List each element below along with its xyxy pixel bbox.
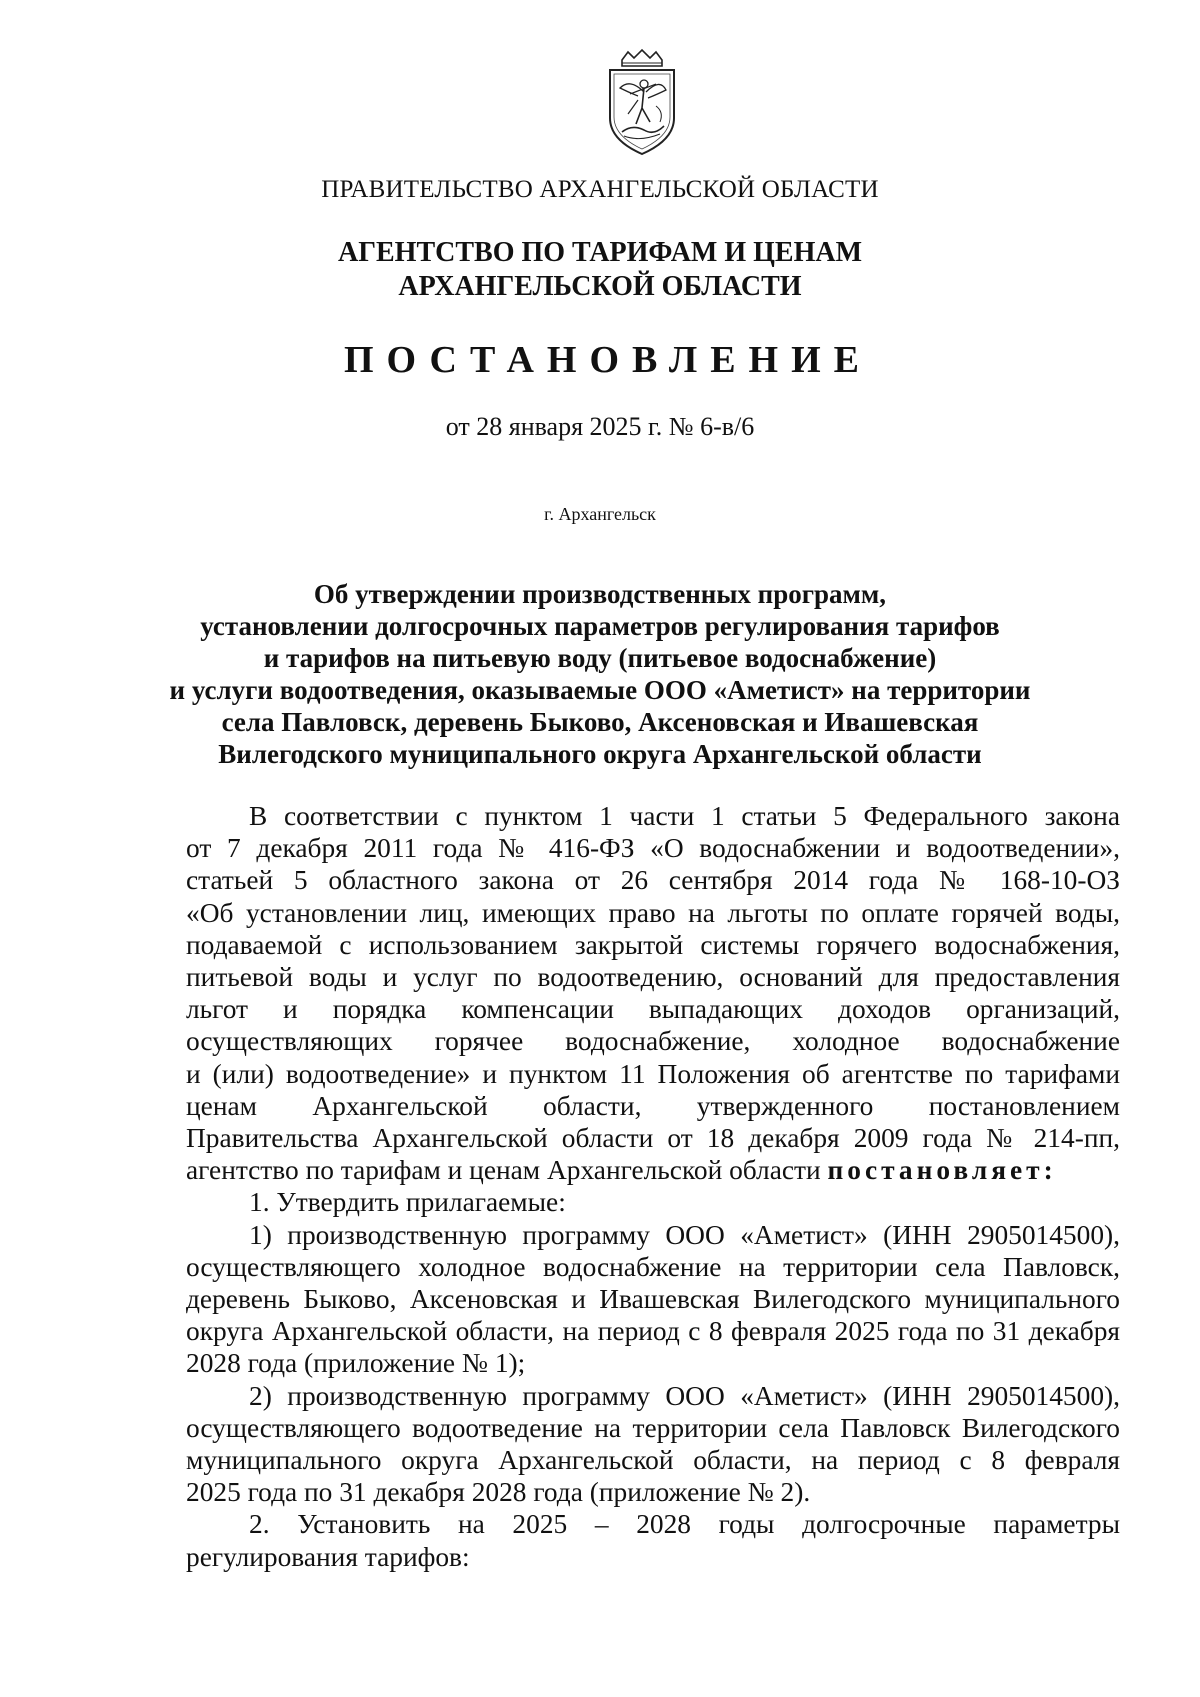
document-date-number: от 28 января 2025 г. № 6-в/6 [445, 412, 755, 441]
preamble-line: и (или) водоотведение» и пунктом 11 Положения об агентстве по тарифами [186, 1058, 1120, 1089]
preamble-line: осуществляющих горячее водоснабжение, холодное водоснабжение [186, 1026, 1120, 1057]
preamble-last-text: агентство по тарифам и ценам Архангельской области [186, 1155, 821, 1186]
government-name: ПРАВИТЕЛЬСТВО АРХАНГЕЛЬСКОЙ ОБЛАСТИ [321, 176, 879, 203]
subject-line: и тарифов на питьевую воду (питьевое водоснабжение) [263, 643, 937, 673]
preamble-line: статьей 5 областного закона от 26 сентября 2014 года № 168-10-ОЗ [186, 865, 1120, 896]
preamble-last-line [186, 1154, 1120, 1186]
preamble-line: Правительства Архангельской области от 18 декабря 2009 года № 214-пп, [186, 1123, 1120, 1154]
item-1-2-line: 2) производственную программу ООО «Аметист» (ИНН 2905014500), [249, 1380, 1120, 1411]
preamble-line: льгот и порядка компенсации выпадающих доходов организаций, [186, 994, 1120, 1025]
subject-line: села Павловск, деревень Быково, Аксеновская и Ивашевская [221, 707, 979, 737]
subject-line: Об утверждении производственных программ, [313, 579, 887, 609]
document-type: ПОСТАНОВЛЕНИЕ [343, 339, 873, 381]
coat-of-arms-icon [600, 48, 684, 158]
preamble-line: подаваемой с использованием закрытой системы горячего водоснабжения, [186, 929, 1120, 960]
item-1-title: 1. Утвердить прилагаемые: [249, 1187, 566, 1218]
item-1-1-line: деревень Быково, Аксеновская и Ивашевская Вилегодского муниципального [186, 1284, 1120, 1315]
decrees-word: постановляет: [827, 1155, 1057, 1186]
item-2-line: 2. Установить на 2025 – 2028 годы долгосрочные параметры [249, 1509, 1120, 1540]
preamble-line: от 7 декабря 2011 года № 416-ФЗ «О водоснабжении и водоотведении», [186, 833, 1120, 864]
item-1-2-line: муниципального округа Архангельской области, на период с 8 февраля [186, 1445, 1120, 1476]
document-subject [0, 578, 1200, 770]
item-1-1-line: округа Архангельской области, на период с 8 февраля 2025 года по 31 декабря [186, 1316, 1120, 1347]
document-city: г. Архангельск [544, 504, 656, 524]
item-1-2-line: осуществляющего водоотведение на территории села Павловск Вилегодского [186, 1412, 1120, 1443]
item-1-2-last-line: 2025 года по 31 декабря 2028 года (приложение № 2). [186, 1477, 811, 1508]
item-1-1-last-line: 2028 года (приложение № 1); [186, 1348, 526, 1379]
preamble-line: питьевой воды и услуг по водоотведению, оснований для предоставления [186, 962, 1120, 993]
subject-line: Вилегодского муниципального округа Архангельской области [218, 739, 982, 769]
preamble-line: «Об установлении лиц, имеющих право на льготы по оплате горячей воды, [186, 897, 1120, 928]
preamble-line: ценам Архангельской области, утвержденного постановлением [186, 1090, 1120, 1121]
item-1-1-line: 1) производственную программу ООО «Аметист» (ИНН 2905014500), [249, 1219, 1120, 1250]
preamble-line: В соответствии с пунктом 1 части 1 статьи 5 Федерального закона [249, 801, 1120, 831]
subject-line: и услуги водоотведения, оказываемые ООО «Аметист» на территории [169, 675, 1031, 705]
item-1-1-line: осуществляющего холодное водоснабжение на территории села Павловск, [186, 1251, 1120, 1282]
item-2-last-line: регулирования тарифов: [186, 1541, 470, 1572]
agency-name-line-1: АГЕНТСТВО ПО ТАРИФАМ И ЦЕНАМ [337, 237, 863, 268]
agency-name-line-2: АРХАНГЕЛЬСКОЙ ОБЛАСТИ [398, 271, 802, 302]
subject-line: установлении долгосрочных параметров регулирования тарифов [200, 611, 1000, 641]
agency-name [0, 236, 1200, 304]
document-body [186, 800, 1120, 1573]
